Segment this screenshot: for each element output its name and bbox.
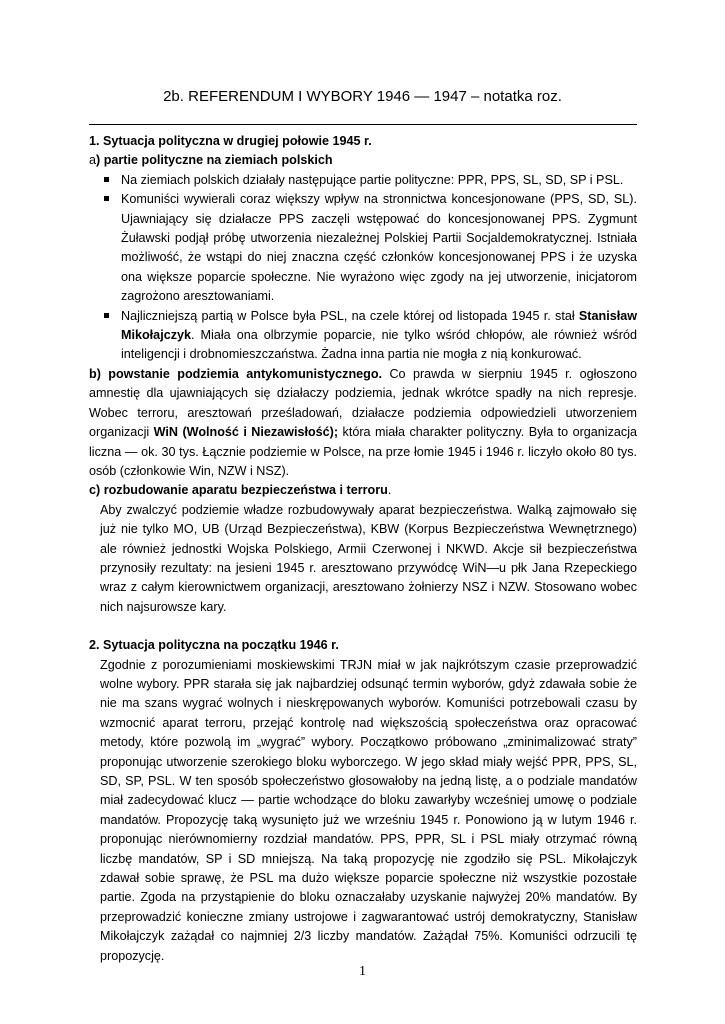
- spacer: [89, 617, 637, 636]
- section-1-heading: 1. Sytuacja polityczna w drugiej połowie 1945 r.: [89, 134, 372, 148]
- section-2-heading: 2. Sytuacja polityczna na początku 1946 r.: [89, 638, 339, 653]
- list-item: [89, 190, 637, 306]
- section-2-paragraph: Zgodnie z porozumieniami moskiewskimi TRJN miał w jak najkrótszym czasie przeprowadzić wolne wybory. PPR starała się jak najbardziej odsunąć termin wyborów, gdyż zdawała sobie że nie ma szans wygrać wolnych i nieskrępowanych wyborów. Komuniści potrzebowali czasu by wzmocnić aparat terroru, przejąć kontrolę nad większością społeczeństwa oraz opracować metody, które pozwolą im „wygrać” wybory. Początkowo próbowano „zminimalizować straty” proponując utworzenie szerokiego bloku wyborczego. W jego skład miały wejść PPR, PPS, SL, SD, SP, PSL. W ten sposób społeczeństwo głosowałoby na jedną listę, a o podziale mandatów miał zadecydować klucz — partie wchodzące do bloku zawarłyby wcześniej umowę o podziale mandatów. Propozycję taką wysunięto już we wrześniu 1945 r. Ponowiono ją w lutym 1946 r. proponując nierównomierny rozdział mandatów. PPS, PPR, SL i PSL miały otrzymać równą liczbę mandatów, SP i SD mniejszą. Na taką propozycję nie zgodziło się PSL. Mikołajczyk zdawał sobie sprawę, że PSL ma dużo większe poparcie społeczne niż wszystkie pozostałe partie. Zgoda na przystąpienie do bloku oznaczałaby uzyskanie najwyżej 20% mandatów. By przeprowadzić konieczne zmiany ustrojowe i zagwarantować ustrój demokratyczny, Stanisław Mikołajczyk zażądał co najmniej 2/3 liczby mandatów. Zażądał 75%. Komuniści odrzucili tę propozycję.: [100, 657, 637, 963]
- win-organization-name: WiN (Wolność i Niezawisłość);: [153, 425, 339, 440]
- list-item-text: Na ziemiach polskich działały następujące partie polityczne: PPR, PPS, SL, SD, SP i PSL.: [121, 172, 624, 187]
- subsection-b-paragraph: [89, 365, 637, 481]
- subsection-c-heading-line: [89, 481, 637, 500]
- square-bullet-icon: [104, 196, 109, 201]
- subsection-c-dot: .: [387, 483, 392, 498]
- subsection-a-letter: a: [89, 153, 97, 168]
- subsection-b-text-cont: która miała charakter polityczny. Była to organizacja liczna — ok. 30 tys. Łącznie podziemie w Polsce, na prze łomie 1945 i 1946 r. liczyło około 80 tys. osób (członkowie Win, NZW i NSZ).: [89, 425, 638, 478]
- subsection-c-paragraph: Aby zwalczyć podziemie władze rozbudowywały aparat bezpieczeństwa. Walką zajmowało się już nie tylko MO, UB (Urząd Bezpieczeństwa), KBW (Korpus Bezpieczeństwa Wewnętrznego) ale również jednostki Wojska Polskiego, Armii Czerwonej i NKWD. Akcje sił bezpieczeństwa przynosiły rezultaty: na jesieni 1945 r. aresztowano przywódcę WiN—u płk Jana Rzepeckiego wraz z całym kierownictwem organizacji, aresztowano żołnierzy NSZ i NZW. Stosowano wobec nich najsurowsze kary.: [100, 502, 637, 614]
- list-item-bold-name: Stanisław Mikołajczyk: [121, 308, 637, 343]
- square-bullet-icon: [104, 177, 109, 182]
- square-bullet-icon: [104, 313, 109, 318]
- page-number: 1: [359, 964, 366, 979]
- document-body: [89, 132, 637, 966]
- subsection-b-heading: b) powstanie podziemia antykomunistycznego.: [89, 366, 383, 381]
- party-bullet-list: [89, 171, 637, 365]
- page-title: 2b. REFERENDUM I WYBORY 1946 — 1947 – notatka roz.: [163, 88, 562, 105]
- subsection-a-title: ) partie polityczne na ziemiach polskich: [96, 153, 333, 168]
- list-item: [89, 307, 637, 365]
- subsection-b-text: Co prawda w sierpniu 1945 r. ogłoszono amnestię dla ujawniających się działaczy podziemia, jednak wkrótce spadły na nich represje. Wobec terroru, aresztowań prześladowań, działacze podziemia odpowiedzieli utworzeniem organizacji: [89, 366, 637, 440]
- list-item: [89, 171, 637, 190]
- subsection-c-heading: c) rozbudowanie aparatu bezpieczeństwa i terroru: [89, 483, 388, 498]
- list-item-text: Najliczniejszą partią w Polsce była PSL, na czele której od listopada 1945 r. stał: [121, 308, 579, 323]
- list-item-text: . Miała ona olbrzymie poparcie, nie tylko wśród chłopów, ale również wśród inteligencji i drobnomieszczaństwa. Żadna inna partia nie mogła z nią konkurować.: [121, 328, 637, 362]
- subsection-a-heading: [89, 151, 637, 170]
- title-underline: [89, 124, 637, 125]
- list-item-text: Komuniści wywierali coraz większy wpływ na stronnictwa koncesjonowane (PPS, SD, SL). Ujawniający się działacze PPS zaczęli wstępować do koncesjonowanej PPS. Zygmunt Żuławski podjął próbę utworzenia niezależnej Polskiej Partii Socjaldemokratycznej. Istniała możliwość, że wstąpi do niej znaczna część członków koncesjonowanej PPS i że uzyska ona większe poparcie społeczne. Nie wyrażono więc zgody na jej utworzenie, inicjatorom zagrożono aresztowaniami.: [121, 192, 637, 304]
